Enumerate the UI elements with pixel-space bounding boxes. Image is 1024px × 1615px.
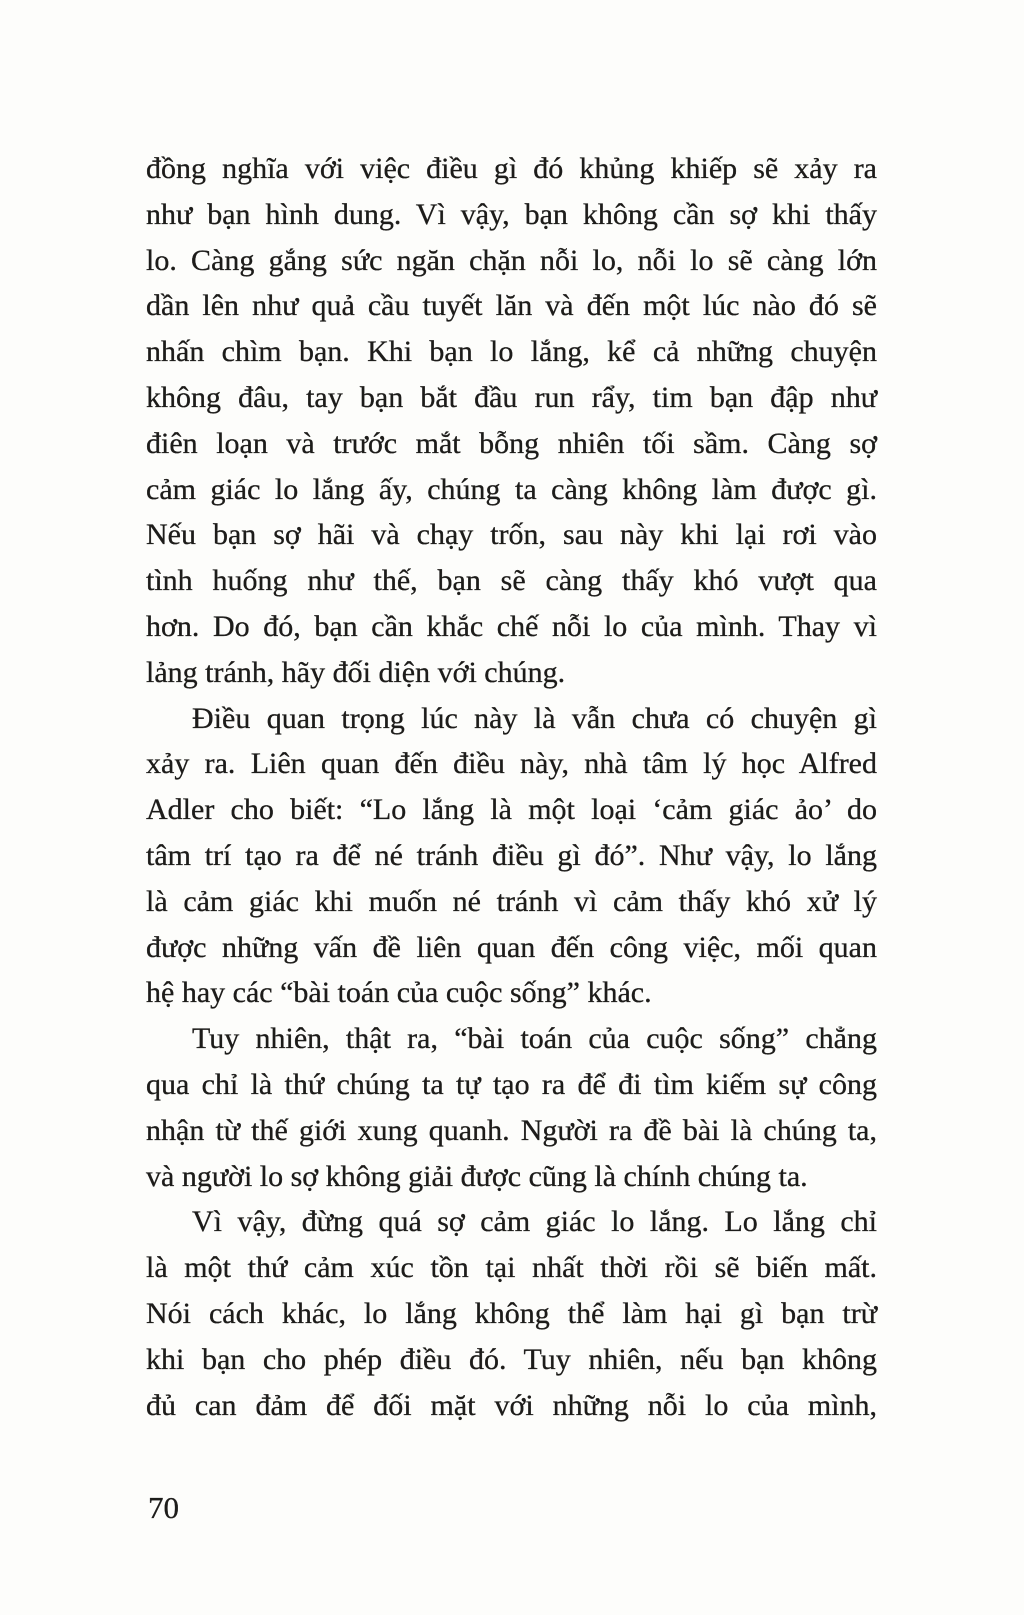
- text-line: hệ hay các “bài toán của cuộc sống” khác.: [146, 976, 652, 1010]
- text-line: qua chỉ là thứ chúng ta tự tạo ra để đi tìm kiếm sự công: [146, 1067, 877, 1101]
- text-line: hơn. Do đó, bạn cần khắc chế nỗi lo của mình. Thay vì: [146, 609, 877, 643]
- text-line: khi bạn cho phép điều đó. Tuy nhiên, nếu bạn không: [146, 1342, 877, 1376]
- text-line: điên loạn và trước mắt bỗng nhiên tối sầm. Càng sợ: [146, 426, 877, 460]
- text-line: Adler cho biết: “Lo lắng là một loại ‘cảm giác ảo’ do: [146, 793, 877, 827]
- text-line: tâm trí tạo ra để né tránh điều gì đó”. Như vậy, lo lắng: [146, 838, 877, 872]
- text-line: Vì vậy, đừng quá sợ cảm giác lo lắng. Lo lắng chỉ: [192, 1205, 877, 1239]
- text-line: là một thứ cảm xúc tồn tại nhất thời rồi sẽ biến mất.: [146, 1251, 877, 1285]
- text-line: xảy ra. Liên quan đến điều này, nhà tâm lý học Alfred: [146, 747, 877, 781]
- text-block: [146, 146, 877, 1428]
- text-line: nhấn chìm bạn. Khi bạn lo lắng, kể cả những chuyện: [146, 335, 877, 369]
- text-line: nhận từ thế giới xung quanh. Người ra đề bài là chúng ta,: [146, 1113, 877, 1147]
- page-number: 70: [148, 1490, 179, 1525]
- text-line: được những vấn đề liên quan đến công việc, mối quan: [146, 930, 877, 964]
- text-line: là cảm giác khi muốn né tránh vì cảm thấy khó xử lý: [146, 884, 877, 918]
- text-line: cảm giác lo lắng ấy, chúng ta càng không làm được gì.: [146, 472, 877, 506]
- text-line: Nói cách khác, lo lắng không thể làm hại gì bạn trừ: [146, 1296, 877, 1330]
- text-line: lảng tránh, hãy đối diện với chúng.: [146, 655, 566, 689]
- text-line: tình huống như thế, bạn sẽ càng thấy khó vượt qua: [146, 564, 877, 598]
- text-line: đủ can đảm để đối mặt với những nỗi lo của mình,: [146, 1388, 877, 1422]
- text-line: lo. Càng gắng sức ngăn chặn nỗi lo, nỗi lo sẽ càng lớn: [146, 243, 877, 277]
- text-line: như bạn hình dung. Vì vậy, bạn không cần sợ khi thấy: [146, 197, 877, 231]
- text-line: Nếu bạn sợ hãi và chạy trốn, sau này khi lại rơi vào: [146, 518, 877, 552]
- text-line: Tuy nhiên, thật ra, “bài toán của cuộc sống” chẳng: [192, 1022, 877, 1056]
- text-line: Điều quan trọng lúc này là vẫn chưa có chuyện gì: [192, 701, 877, 735]
- text-line: và người lo sợ không giải được cũng là chính chúng ta.: [146, 1159, 808, 1193]
- text-line: dần lên như quả cầu tuyết lăn và đến một lúc nào đó sẽ: [146, 289, 877, 323]
- text-line: đồng nghĩa với việc điều gì đó khủng khiếp sẽ xảy ra: [146, 152, 877, 185]
- text-line: không đâu, tay bạn bắt đầu run rẩy, tim bạn đập như: [146, 380, 877, 414]
